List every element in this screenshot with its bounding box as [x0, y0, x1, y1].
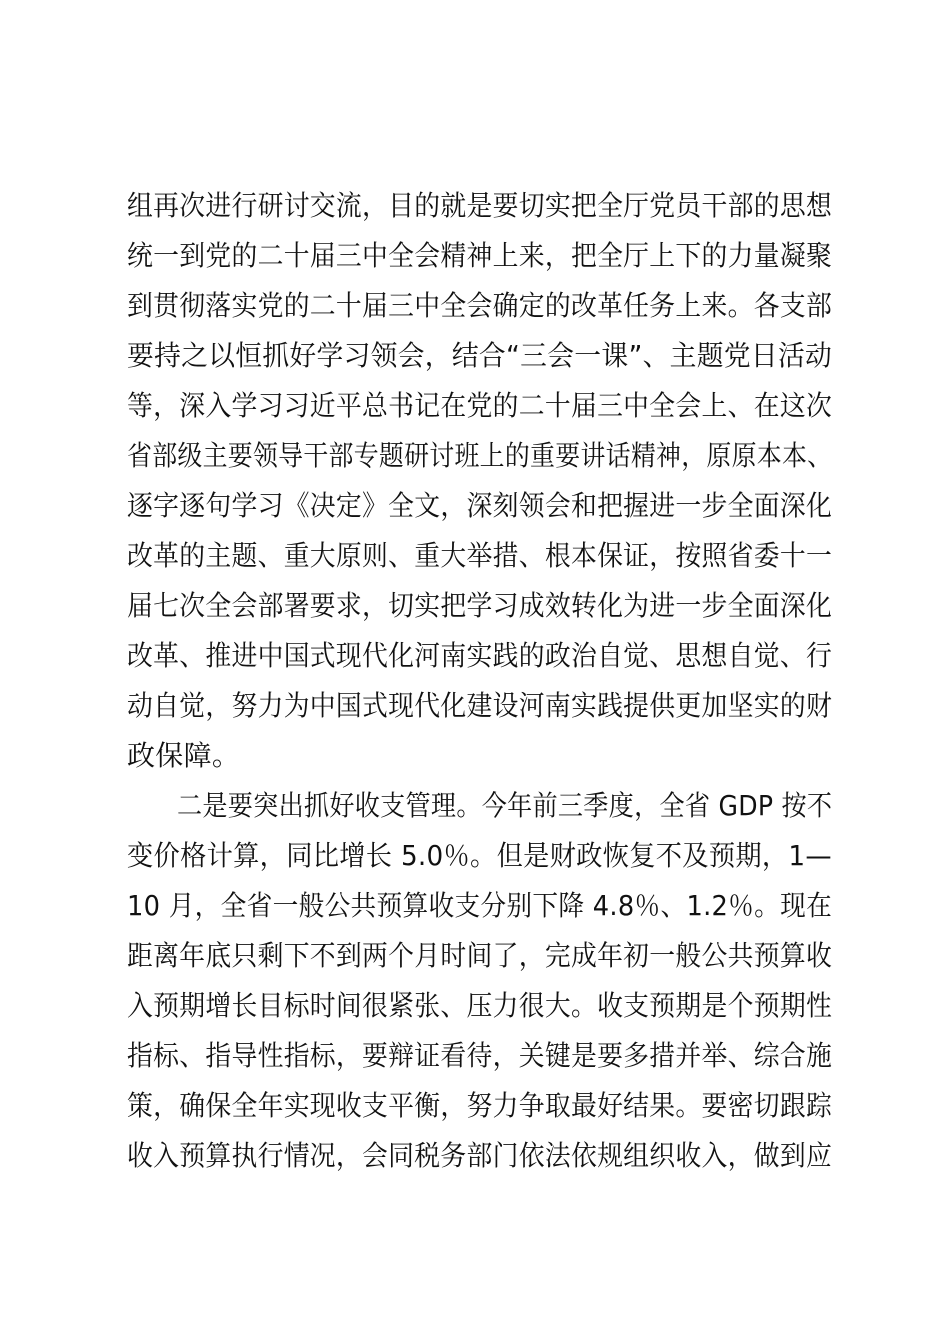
text-line: 政保障。 [127, 739, 241, 772]
text-line: 距离年底只剩下不到两个月时间了，完成年初一般公共预算收 [127, 939, 833, 972]
text-line: 等，深入学习习近平总书记在党的二十届三中全会上、在这次 [127, 389, 833, 422]
text-line: 统一到党的二十届三中全会精神上来，把全厅上下的力量凝聚 [127, 239, 833, 272]
text-line: 要持之以恒抓好学习领会，结合“三会一课”、主题党日活动 [127, 339, 833, 372]
text-line: 动自觉，努力为中国式现代化建设河南实践提供更加坚实的财 [127, 689, 833, 722]
text-line: 届七次全会部署要求，切实把学习成效转化为进一步全面深化 [127, 589, 833, 622]
text-line: 收入预算执行情况，会同税务部门依法依规组织收入，做到应 [127, 1139, 833, 1172]
text-line: 改革、推进中国式现代化河南实践的政治自觉、思想自觉、行 [127, 639, 833, 672]
text-line: 10 月，全省一般公共预算收支分别下降 4.8％、1.2％。现在 [127, 889, 833, 922]
paragraph-first-line: 二是要突出抓好收支管理。今年前三季度，全省 GDP 按不 [177, 789, 833, 822]
text-line: 省部级主要领导干部专题研讨班上的重要讲话精神，原原本本、 [127, 439, 833, 472]
text-line: 指标、指导性指标，要辩证看待，关键是要多措并举、综合施 [127, 1039, 833, 1072]
text-line: 组再次进行研讨交流，目的就是要切实把全厅党员干部的思想 [127, 189, 833, 222]
text-line: 逐字逐句学习《决定》全文，深刻领会和把握进一步全面深化 [127, 489, 833, 522]
text-line: 变价格计算，同比增长 5.0％。但是财政恢复不及预期，1— [127, 839, 832, 872]
text-line: 到贯彻落实党的二十届三中全会确定的改革任务上来。各支部 [127, 289, 833, 322]
text-line: 入预期增长目标时间很紧张、压力很大。收支预期是个预期性 [127, 989, 833, 1022]
text-line: 策，确保全年实现收支平衡，努力争取最好结果。要密切跟踪 [127, 1089, 833, 1122]
text-line: 改革的主题、重大原则、重大举措、根本保证，按照省委十一 [127, 539, 833, 572]
